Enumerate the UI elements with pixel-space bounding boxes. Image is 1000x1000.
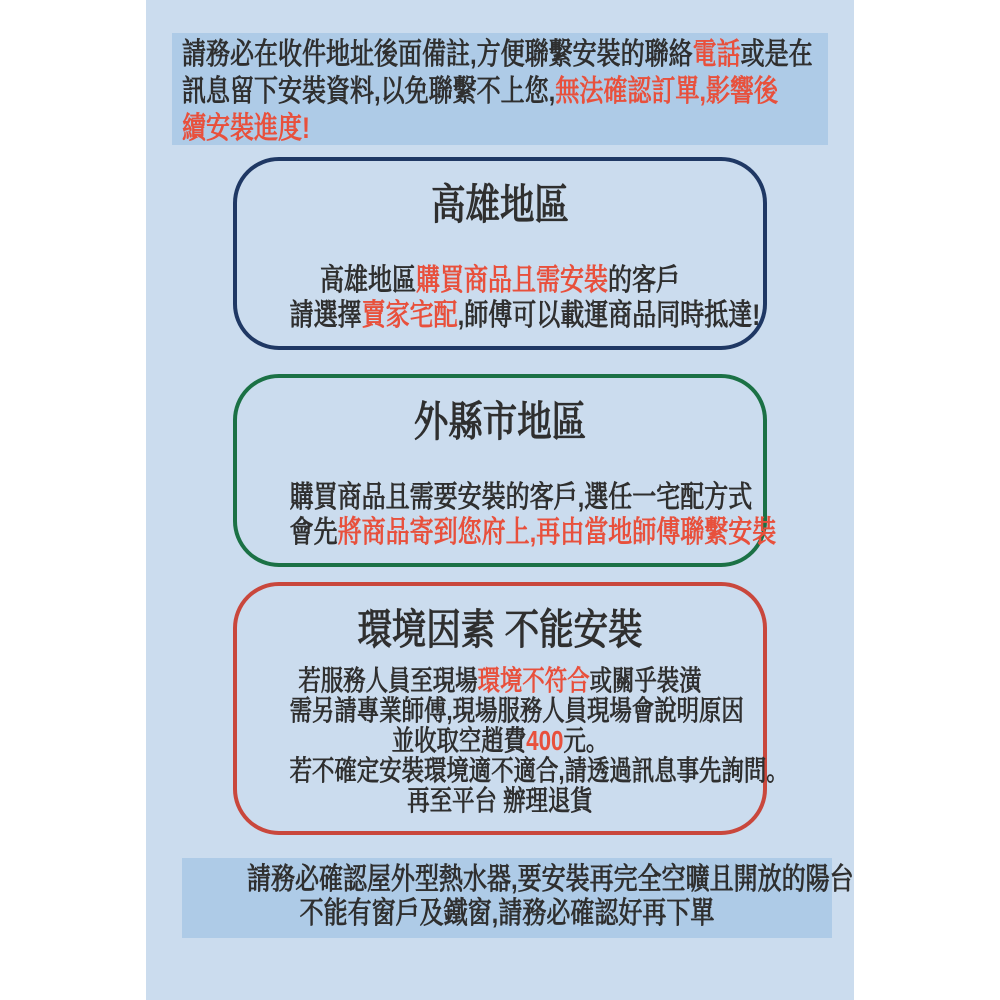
kaohsiung-area-box bbox=[233, 157, 767, 350]
kaohsiung-area-body: 高雄地區購買商品且需安裝的客戶 請選擇賣家宅配,師傅可以載運商品同時抵達! bbox=[289, 264, 761, 332]
content-column bbox=[146, 0, 854, 1000]
bottom-notice: 請務必確認屋外型熱水器,要安裝再完全空曠且開放的陽台 不能有窗戶及鐵窗,請務必確認好再下單 bbox=[182, 858, 832, 938]
other-counties-title: 外縣市地區 bbox=[413, 398, 587, 445]
other-counties-body: 購買商品且需要安裝的客戶,選任一宅配方式 會先將商品寄到您府上,再由當地師傅聯繫安裝 bbox=[289, 481, 777, 549]
environment-cannot-install-box bbox=[233, 582, 789, 835]
top-notice: 請務必在收件地址後面備註,方便聯繫安裝的聯絡電話或是在 訊息留下安裝資料,以免聯繫不上您,無法確認訂單,影響後 續安裝進度! bbox=[172, 33, 828, 145]
environment-cannot-install-body: 若服務人員至現場環境不符合或關乎裝潢 需另請專業師傅,現場服務人員現場會說明原因 並收取空趙費400元。 若不確定安裝環境適不適合,請透過訊息事先詢問。 再至平台 辦理退貨 bbox=[289, 665, 789, 816]
other-counties-box bbox=[233, 374, 777, 567]
environment-cannot-install-title: 環境因素 不能安裝 bbox=[357, 606, 643, 653]
kaohsiung-area-title: 高雄地區 bbox=[431, 181, 569, 228]
